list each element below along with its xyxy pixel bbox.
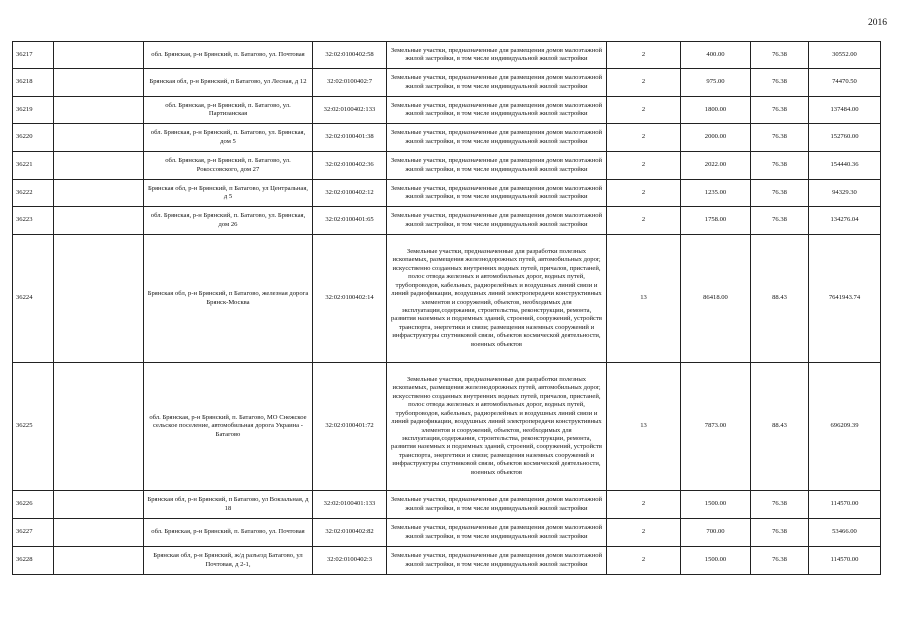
cadastral-value-cell: 137484.00 [809,97,881,124]
address-cell: обл. Брянская, р-н Брянский, п. Батагово, ул. Партизанская [144,97,313,124]
address-cell: обл. Брянская, р-н Брянский, п. Батагово, МО Снежское сельское поселение, автомобильная дорога Украина - Батагово [144,363,313,491]
land-use-cell: Земельные участки, предназначенные для размещения домов малоэтажной жилой застройки, в том числе индивидуальной жилой застройки [387,69,607,97]
cadastral-value-cell: 94329.30 [809,180,881,207]
table-row [13,519,881,547]
group-cell: 2 [607,152,681,180]
table-row [13,491,881,519]
page-number: 2016 [868,18,887,28]
land-use-cell: Земельные участки, предназначенные для размещения домов малоэтажной жилой застройки, в том числе индивидуальной жилой застройки [387,152,607,180]
cadastral-value-cell: 134276.04 [809,207,881,235]
cadastral-value-cell: 53466.00 [809,519,881,547]
row-number: 36218 [13,69,54,97]
cadastral-number-cell: 32:02:0100402:7 [313,69,387,97]
area-cell: 1500.00 [681,491,751,519]
area-cell: 1500.00 [681,547,751,575]
cadastral-number-cell: 32:02:0100402:82 [313,519,387,547]
table-row [13,152,881,180]
cadastral-number-cell: 32:02:0100401:133 [313,491,387,519]
cadastral-value-cell: 114570.00 [809,491,881,519]
group-cell: 13 [607,363,681,491]
cadastral-number-cell: 32:02:0100402:36 [313,152,387,180]
address-cell: обл. Брянская, р-н Брянский, п. Батагово, ул. Брянская, дом 5 [144,124,313,152]
group-cell: 2 [607,97,681,124]
area-cell: 1800.00 [681,97,751,124]
row-number: 36228 [13,547,54,575]
area-cell: 2000.00 [681,124,751,152]
group-cell: 13 [607,235,681,363]
cadastral-number-cell: 32:02:0100402:3 [313,547,387,575]
area-cell: 1235.00 [681,180,751,207]
land-use-cell: Земельные участки, предназначенные для размещения домов малоэтажной жилой застройки, в том числе индивидуальной жилой застройки [387,97,607,124]
row-number: 36222 [13,180,54,207]
cadastral-value-table [12,41,881,575]
table-row [13,547,881,575]
rate-cell: 76.38 [751,519,809,547]
row-number: 36225 [13,363,54,491]
address-cell: Брянская обл, р-н Брянский, п Батагово, ул Лесная, д 12 [144,69,313,97]
blank-cell [54,363,144,491]
cadastral-number-cell: 32:02:0100402:58 [313,42,387,69]
row-number: 36223 [13,207,54,235]
address-cell: Брянская обл, р-н Брянский, п Батагово, ул Центральная, д 5 [144,180,313,207]
address-cell: обл. Брянская, р-н Брянский, п. Батагово, ул. Рокоссовского, дом 27 [144,152,313,180]
blank-cell [54,491,144,519]
address-cell: обл. Брянская, р-н Брянский, п. Батагово, ул. Брянская, дом 26 [144,207,313,235]
rate-cell: 76.38 [751,547,809,575]
land-use-cell: Земельные участки, предназначенные для размещения домов малоэтажной жилой застройки, в том числе индивидуальной жилой застройки [387,180,607,207]
table-row [13,97,881,124]
area-cell: 2022.00 [681,152,751,180]
land-use-cell: Земельные участки, предназначенные для размещения домов малоэтажной жилой застройки, в том числе индивидуальной жилой застройки [387,207,607,235]
land-use-cell: Земельные участки, предназначенные для разработки полезных ископаемых, размещения железнодорожных путей, автомобильных дорог, искусственно созданных внутренних водных путей, причалов, пристаней, полос отвода железных и автомобильных дорог, водных путей, трубопроводов, кабельных, радиорелейных и воздушных линий связи и линий радиофикации, воздушных линий электропередачи конструктивных элементов и сооружений, объектов, необходимых для эксплуатации,содержания, строительства, реконструкции, ремонта, развития наземных и подземных зданий, строений, сооружений, устройств транспорта, энергетики и связи; размещения наземных сооружений и инфраструктуры спутниковой связи, объектов космической деятельности, военных объектов [387,235,607,363]
cadastral-value-cell: 696209.39 [809,363,881,491]
land-use-cell: Земельные участки, предназначенные для размещения домов малоэтажной жилой застройки, в том числе индивидуальной жилой застройки [387,42,607,69]
group-cell: 2 [607,207,681,235]
blank-cell [54,42,144,69]
address-cell: обл. Брянская, р-н Брянский, п. Батагово, ул. Почтовая [144,42,313,69]
cadastral-value-cell: 152760.00 [809,124,881,152]
group-cell: 2 [607,547,681,575]
blank-cell [54,97,144,124]
cadastral-value-cell: 114570.00 [809,547,881,575]
blank-cell [54,519,144,547]
address-cell: обл. Брянская, р-н Брянский, п. Батагово, ул. Почтовая [144,519,313,547]
rate-cell: 76.38 [751,69,809,97]
row-number: 36227 [13,519,54,547]
table-row [13,363,881,491]
group-cell: 2 [607,69,681,97]
group-cell: 2 [607,124,681,152]
land-use-cell: Земельные участки, предназначенные для размещения домов малоэтажной жилой застройки, в том числе индивидуальной жилой застройки [387,547,607,575]
table-row [13,207,881,235]
group-cell: 2 [607,491,681,519]
table-row [13,235,881,363]
cadastral-number-cell: 32:02:0100401:72 [313,363,387,491]
rate-cell: 88.43 [751,363,809,491]
cadastral-number-cell: 32:02:0100402:12 [313,180,387,207]
land-use-cell: Земельные участки, предназначенные для размещения домов малоэтажной жилой застройки, в том числе индивидуальной жилой застройки [387,519,607,547]
rate-cell: 88.43 [751,235,809,363]
blank-cell [54,207,144,235]
row-number: 36219 [13,97,54,124]
blank-cell [54,235,144,363]
cadastral-value-cell: 74470.50 [809,69,881,97]
area-cell: 86418.00 [681,235,751,363]
rate-cell: 76.38 [751,207,809,235]
blank-cell [54,180,144,207]
cadastral-number-cell: 32:02:0100402:14 [313,235,387,363]
row-number: 36221 [13,152,54,180]
cadastral-number-cell: 32:02:0100401:65 [313,207,387,235]
address-cell: Брянская обл, р-н Брянский, п Батагово, ул Вокзальная, д 18 [144,491,313,519]
rate-cell: 76.38 [751,491,809,519]
land-use-cell: Земельные участки, предназначенные для размещения домов малоэтажной жилой застройки, в том числе индивидуальной жилой застройки [387,491,607,519]
cadastral-value-cell: 154440.36 [809,152,881,180]
row-number: 36224 [13,235,54,363]
group-cell: 2 [607,519,681,547]
table-row [13,69,881,97]
area-cell: 400.00 [681,42,751,69]
area-cell: 1758.00 [681,207,751,235]
area-cell: 975.00 [681,69,751,97]
blank-cell [54,69,144,97]
group-cell: 2 [607,180,681,207]
table-row [13,42,881,69]
land-use-cell: Земельные участки, предназначенные для разработки полезных ископаемых, размещения железнодорожных путей, автомобильных дорог, искусственно созданных внутренних водных путей, причалов, пристаней, полос отвода железных и автомобильных дорог, водных путей, трубопроводов, кабельных, радиорелейных и воздушных линий связи и линий радиофикации, воздушных линий электропередачи конструктивных элементов и сооружений, объектов, необходимых для эксплуатации,содержания, строительства, реконструкции, ремонта, развития наземных и подземных зданий, строений, сооружений, устройств транспорта, энергетики и связи; размещения наземных сооружений и инфраструктуры спутниковой связи, объектов космической деятельности, военных объектов [387,363,607,491]
blank-cell [54,124,144,152]
cadastral-number-cell: 32:02:0100401:38 [313,124,387,152]
cadastral-number-cell: 32:02:0100402:133 [313,97,387,124]
cadastral-value-cell: 7641943.74 [809,235,881,363]
row-number: 36226 [13,491,54,519]
row-number: 36220 [13,124,54,152]
group-cell: 2 [607,42,681,69]
address-cell: Брянская обл, р-н Брянский, п Батагово, железная дорога Брянск-Москва [144,235,313,363]
blank-cell [54,152,144,180]
table-row [13,124,881,152]
blank-cell [54,547,144,575]
area-cell: 700.00 [681,519,751,547]
table-row [13,180,881,207]
area-cell: 7873.00 [681,363,751,491]
land-use-cell: Земельные участки, предназначенные для размещения домов малоэтажной жилой застройки, в том числе индивидуальной жилой застройки [387,124,607,152]
rate-cell: 76.38 [751,124,809,152]
rate-cell: 76.38 [751,97,809,124]
rate-cell: 76.38 [751,42,809,69]
rate-cell: 76.38 [751,152,809,180]
address-cell: Брянская обл, р-н Брянский, ж/д разъезд Батагово, ул Почтовая, д 2-1, [144,547,313,575]
row-number: 36217 [13,42,54,69]
rate-cell: 76.38 [751,180,809,207]
cadastral-value-cell: 30552.00 [809,42,881,69]
